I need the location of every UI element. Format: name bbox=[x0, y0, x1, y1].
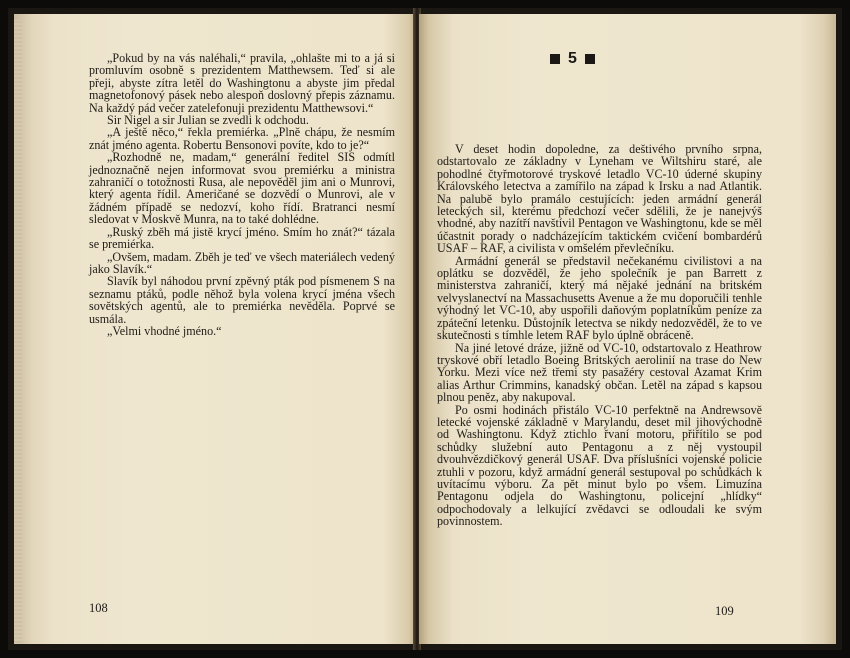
chapter-number: 5 bbox=[568, 50, 577, 67]
paragraph: „Ruský zběh má jistě krycí jméno. Smím ho znát?“ tázala se premiérka. bbox=[89, 224, 395, 252]
paragraph: Slavík byl náhodou první zpěvný pták pod písmenem S na seznamu ptáků, podle něhož byla volena krycí jména všech sovětských agentů, ale to premiérka nevěděla. Poprvé se usmála. bbox=[89, 274, 395, 326]
right-page-text bbox=[437, 143, 762, 528]
open-book bbox=[8, 8, 842, 650]
right-page bbox=[419, 14, 836, 644]
page-edges bbox=[14, 20, 22, 644]
page-number-left: 108 bbox=[89, 601, 108, 615]
left-page bbox=[14, 14, 417, 644]
paragraph: „Velmi vhodné jméno.“ bbox=[107, 323, 222, 338]
paragraph: „Ovšem, madam. Zběh je teď ve všech materiálech vedený jako Slavík.“ bbox=[89, 249, 395, 276]
square-ornament-icon bbox=[585, 54, 595, 64]
paragraph: „Pokud by na vás naléhali,“ pravila, „ohlašte mi to a já si promluvím osobně s prezidentem Matthewsem. Teď si ale přeji, abyste zítra letěl do Washingtonu a abyste jim předal magnetofonový pásek nebo alespoň doslovný přepis záznamu. Na každý pád večer zatelefonuji prezidentu Matthewsovi.“ bbox=[89, 51, 395, 115]
left-page-text bbox=[89, 52, 395, 337]
paragraph: Na jiné letové dráze, jižně od VC-10, odstartovalo z Heathrow tryskové obří letadlo Boeing Britských aerolinií na trase do New Yorku. Mezi více než třemi sty pasažéry cestoval Azamat Krim alias Arthur Crimmins, kanadský občan. Letěl na západ s kapsou plnou peněz, aby nakupoval. bbox=[437, 340, 762, 405]
paragraph: Armádní generál se představil nečekanému civilistovi a na oplátku se dozvěděl, že jeho společník je pan Barrett z ministerstva zahraničí, který má nějaké jednání na britském velvyslanectví na Massachusetts Avenue a že mu doporučili tenhle výhodný let VC-10, aby uspořili daňovým poplatníkům peníze za zpáteční letenku. Důstojník letectva se nikdy nedozvěděl, že to ve skutečnosti s tímhle letem RAF bylo úplně obráceně. bbox=[437, 253, 762, 343]
paragraph: Po osmi hodinách přistálo VC-10 perfektně na Andrewsově letecké vojenské základně v Marylandu, deset mil jihovýchodně od Washingtonu. Když ztichlo řvaní motoru, přiřítilo se pod schůdky služební auto Pentagonu a z něj vystoupil dvouhvězdičkový generál USAF. Dva příslušníci vojenské policie ztuhli v pozoru, když armádní generál sestupoval po schůdkách k uvítacímu výboru. Za pět minut bylo po všem. Limuzína Pentagonu odjela do Washingtonu, policejní „hlídky“ odpochodovaly a lelkující zvědavci se odloudali ke svým povinnostem. bbox=[437, 402, 762, 529]
paragraph: V deset hodin dopoledne, za deštivého prvního srpna, odstartovalo ze základny v Lyneham ve Wiltshiru staré, ale pohodlné čtyřmotorové tryskové letadlo VC-10 úderné skupiny Královského letectva a zamířilo na západ k Irsku a nad Atlantik. Na palubě bylo pramálo cestujících: jeden armádní generál leteckých sil, kterému předchozí večer sdělili, že je nanejvýš vhodné, aby nazítří navštívil Pentagon ve Washingtonu, kde se měl účastnit porady o nadcházejícím taktickém cvičení bombardérů USAF – RAF, a civilista v omšelém převlečníku. bbox=[437, 142, 762, 256]
chapter-heading bbox=[550, 50, 595, 68]
paragraph: „Rozhodně ne, madam,“ generální ředitel SIS odmítl jednoznačně nejen informovat svou premiérku a ministra zahraničí o totožnosti Rusa, ale nepověděl jim ani o Munrovi, který agenta řídil. Američané se dozvědí o Munrovi, ale v žádném případě se nedozví, koho řídí. Bratranci nesmí sledovat v Moskvě Munra, na to také dohlédne. bbox=[89, 150, 395, 227]
square-ornament-icon bbox=[550, 54, 560, 64]
paragraph: „A ještě něco,“ řekla premiérka. „Plně chápu, že nesmím znát jméno agenta. Robertu Bensonovi povíte, kdo to je?“ bbox=[89, 125, 395, 152]
paragraph: Sir Nigel a sir Julian se zvedli k odchodu. bbox=[107, 113, 309, 128]
page-number-right: 109 bbox=[715, 604, 734, 618]
